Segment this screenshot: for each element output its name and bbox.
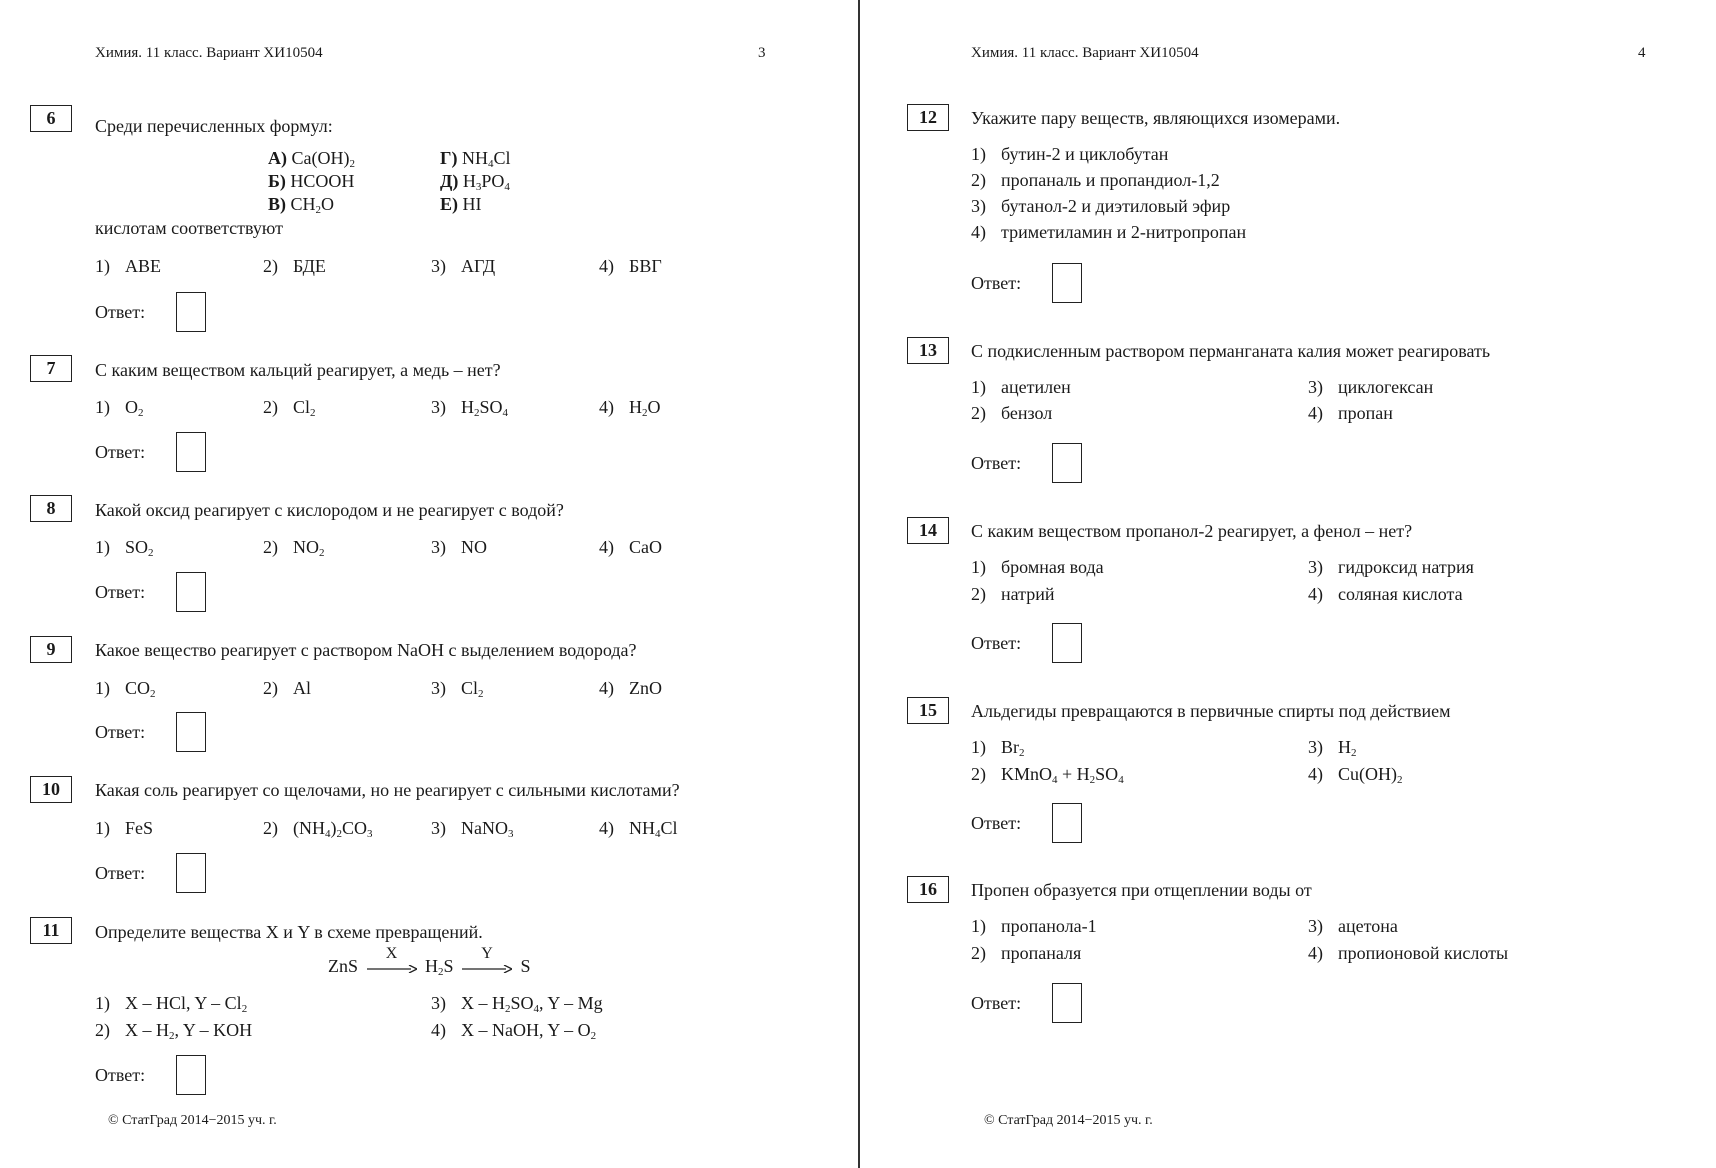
task-question: Среди перечисленных формул: <box>95 116 333 136</box>
task-question: С каким веществом пропанол-2 реагирует, а фенол – нет? <box>971 521 1413 541</box>
option-1[interactable]: 1) бромная вода <box>971 557 1104 577</box>
formula-e: Е) HI <box>440 194 482 214</box>
answer-box[interactable] <box>176 572 206 612</box>
arrow-x: X <box>367 959 417 977</box>
option-4[interactable]: 4) CaO <box>599 537 662 557</box>
arrow-y: Y <box>462 959 512 977</box>
option-3[interactable]: 3) NO <box>431 537 487 557</box>
task-question: Укажите пару веществ, являющихся изомерами. <box>971 108 1341 128</box>
task-question: Какое вещество реагирует с раствором NaOH с выделением водорода? <box>95 640 637 660</box>
answer-label: Ответ: <box>971 453 1022 473</box>
answer-label: Ответ: <box>95 302 146 322</box>
task-number-box: 12 <box>907 104 949 131</box>
page-number: 4 <box>1638 45 1646 61</box>
answer-box[interactable] <box>176 1055 206 1095</box>
option-4[interactable]: 4) пропан <box>1308 403 1393 423</box>
option-2[interactable]: 2) KMnO$_4$ + $H_2SO_4$ <box>971 764 1124 786</box>
option-3[interactable]: 3) $Cl_2$ <box>431 678 484 700</box>
answer-box[interactable] <box>1052 263 1082 303</box>
answer-label: Ответ: <box>95 442 146 462</box>
answer-box[interactable] <box>176 712 206 752</box>
formula-b: Б) HCOOH <box>268 171 355 191</box>
option-1[interactable]: 1) FeS <box>95 818 154 838</box>
answer-box[interactable] <box>1052 443 1082 483</box>
option-3[interactable]: 3) АГД <box>431 256 496 276</box>
option-1[interactable]: 1) $Br_2$ <box>971 737 1025 759</box>
task-question: Какой оксид реагирует с кислородом и не реагирует с водой? <box>95 500 564 520</box>
task-question: Какая соль реагирует со щелочами, но не реагирует с сильными кислотами? <box>95 780 680 800</box>
task-number-box: 10 <box>30 776 72 803</box>
answer-label: Ответ: <box>95 722 146 742</box>
task-question: Определите вещества X и Y в схеме превращений. <box>95 922 483 942</box>
task-number-box: 7 <box>30 355 72 382</box>
page-right <box>860 0 1716 1168</box>
task-number-box: 6 <box>30 105 72 132</box>
page-footer: © СтатГрад 2014−2015 уч. г. <box>108 1113 277 1128</box>
option-4[interactable]: 4) пропионовой кислоты <box>1308 943 1509 963</box>
formula-v: В) $CH_2O$ <box>268 194 335 216</box>
answer-box[interactable] <box>176 853 206 893</box>
option-1[interactable]: 1) пропанола-1 <box>971 916 1097 936</box>
option-2[interactable]: 2) $Cl_2$ <box>263 397 316 419</box>
option-1[interactable]: 1) АВЕ <box>95 256 161 276</box>
answer-box[interactable] <box>1052 623 1082 663</box>
option-1[interactable]: 1) $CO_2$ <box>95 678 156 700</box>
header-title: Химия. 11 класс. Вариант ХИ10504 <box>971 45 1199 61</box>
task-number-box: 15 <box>907 697 949 724</box>
option-1[interactable]: 1) бутин-2 и циклобутан <box>971 144 1169 164</box>
answer-label: Ответ: <box>95 863 146 883</box>
task-question: Альдегиды превращаются в первичные спирты под действием <box>971 701 1451 721</box>
option-2[interactable]: 2) пропаналя <box>971 943 1082 963</box>
option-4[interactable]: 4) $NH_4Cl$ <box>599 818 678 840</box>
formula-d: Д) $H_3PO_4$ <box>440 171 510 193</box>
option-2[interactable]: 2) бензол <box>971 403 1053 423</box>
option-1[interactable]: 1) X – HCl, Y – $Cl_2$ <box>95 993 248 1015</box>
option-2[interactable]: 2) X – $H_2$, Y – KOH <box>95 1020 253 1042</box>
option-4[interactable]: 4) соляная кислота <box>1308 584 1463 604</box>
task-question: С каким веществом кальций реагирует, а медь – нет? <box>95 360 501 380</box>
page-number: 3 <box>758 45 766 61</box>
answer-label: Ответ: <box>971 273 1022 293</box>
option-2[interactable]: 2) $NO_2$ <box>263 537 325 559</box>
answer-box[interactable] <box>176 432 206 472</box>
page-footer: © СтатГрад 2014−2015 уч. г. <box>984 1113 1153 1128</box>
option-4[interactable]: 4) ZnO <box>599 678 662 698</box>
formula-g: Г) $NH_4Cl$ <box>440 148 511 170</box>
option-3[interactable]: 3) циклогексан <box>1308 377 1434 397</box>
task-number-box: 13 <box>907 337 949 364</box>
answer-label: Ответ: <box>95 1065 146 1085</box>
option-3[interactable]: 3) X – $H_2SO_4$, Y – Mg <box>431 993 603 1015</box>
option-1[interactable]: 1) $O_2$ <box>95 397 144 419</box>
answer-box[interactable] <box>176 292 206 332</box>
option-3[interactable]: 3) NaNO$_3$ <box>431 818 514 840</box>
option-2[interactable]: 2) $(NH_4)_2CO_3$ <box>263 818 373 840</box>
formula-a: А) $Ca(OH)_2$ <box>268 148 355 170</box>
answer-label: Ответ: <box>971 993 1022 1013</box>
transformation-scheme: ZnS X $H_2S$ Y S <box>328 944 531 978</box>
task-question-tail: кислотам соответствуют <box>95 218 283 238</box>
task-number-box: 9 <box>30 636 72 663</box>
option-4[interactable]: 4) $H_2O$ <box>599 397 661 419</box>
option-1[interactable]: 1) $SO_2$ <box>95 537 154 559</box>
option-2[interactable]: 2) натрий <box>971 584 1055 604</box>
task-question: Пропен образуется при отщеплении воды от <box>971 880 1312 900</box>
answer-label: Ответ: <box>95 582 146 602</box>
answer-box[interactable] <box>1052 803 1082 843</box>
option-4[interactable]: 4) $Cu(OH)_2$ <box>1308 764 1403 786</box>
task-number-box: 11 <box>30 917 72 944</box>
task-number-box: 16 <box>907 876 949 903</box>
option-3[interactable]: 3) бутанол-2 и диэтиловый эфир <box>971 196 1231 216</box>
option-3[interactable]: 3) $H_2SO_4$ <box>431 397 509 419</box>
option-3[interactable]: 3) гидроксид натрия <box>1308 557 1474 577</box>
option-2[interactable]: 2) пропаналь и пропандиол-1,2 <box>971 170 1220 190</box>
option-3[interactable]: 3) $H_2$ <box>1308 737 1357 759</box>
task-question: С подкисленным раствором перманганата калия может реагировать <box>971 341 1491 361</box>
task-number-box: 8 <box>30 495 72 522</box>
option-2[interactable]: 2) Al <box>263 678 311 698</box>
option-4[interactable]: 4) триметиламин и 2-нитропропан <box>971 222 1247 242</box>
option-2[interactable]: 2) БДЕ <box>263 256 326 276</box>
option-3[interactable]: 3) ацетона <box>1308 916 1398 936</box>
option-4[interactable]: 4) БВГ <box>599 256 662 276</box>
header-title: Химия. 11 класс. Вариант ХИ10504 <box>95 45 323 61</box>
answer-label: Ответ: <box>971 813 1022 833</box>
option-1[interactable]: 1) ацетилен <box>971 377 1071 397</box>
task-number-box: 14 <box>907 517 949 544</box>
answer-box[interactable] <box>1052 983 1082 1023</box>
answer-label: Ответ: <box>971 633 1022 653</box>
option-4[interactable]: 4) X – NaOH, Y – $O_2$ <box>431 1020 597 1042</box>
